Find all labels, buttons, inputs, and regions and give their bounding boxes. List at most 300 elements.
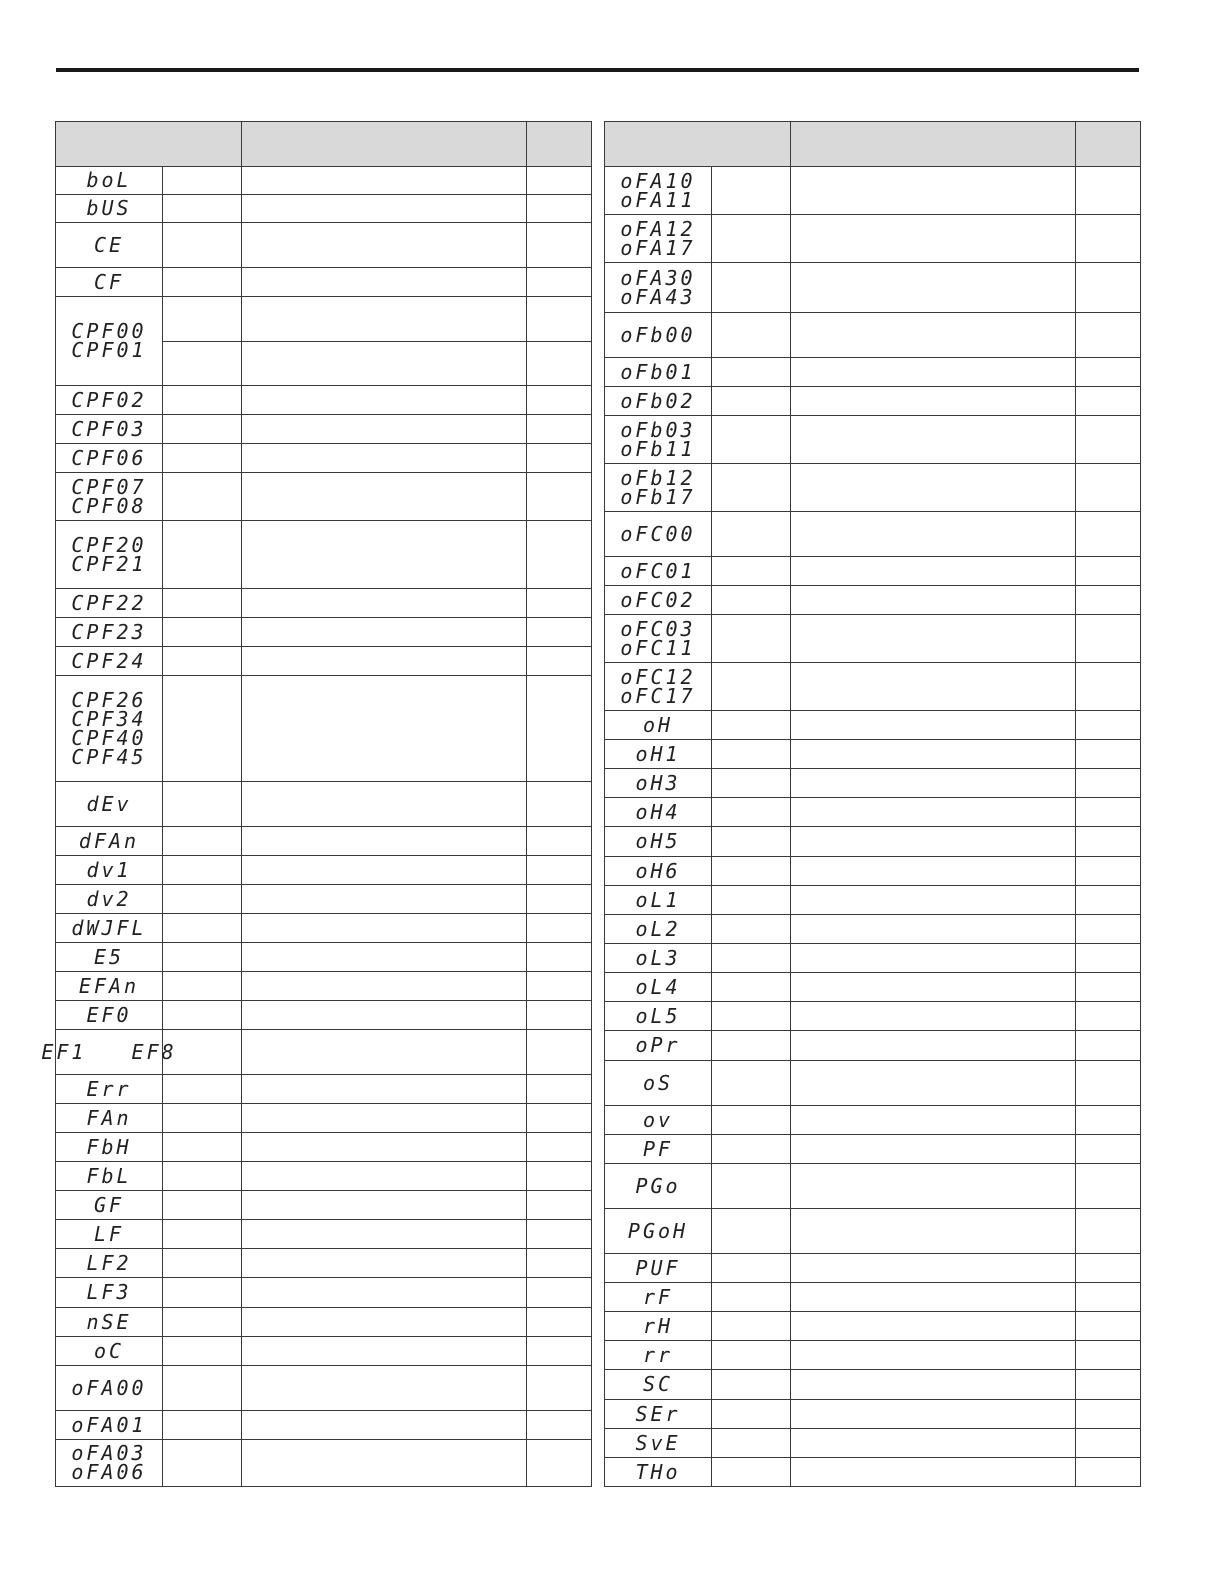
fault-code-cell	[605, 1002, 712, 1030]
fault-description-cell	[791, 1283, 1076, 1311]
fault-code-cell	[56, 1220, 163, 1248]
fault-name-cell	[712, 1254, 791, 1282]
page-cell	[1076, 1370, 1140, 1399]
table-row	[605, 1061, 1140, 1106]
fault-name-cell	[712, 1370, 791, 1399]
page-cell	[527, 1075, 591, 1103]
fault-description-cell	[242, 167, 527, 194]
fault-name-cell	[163, 1337, 242, 1365]
page-cell	[527, 914, 591, 942]
fault-code-display: oS	[642, 1070, 674, 1095]
table-row	[605, 1458, 1140, 1486]
page-cell	[527, 444, 591, 472]
fault-code-cell	[605, 1312, 712, 1340]
page-cell	[1076, 827, 1140, 856]
fault-code-display: GF	[93, 1192, 125, 1217]
fault-code-display: oPr	[635, 1033, 681, 1057]
fault-description-cell	[791, 1400, 1076, 1428]
page-cell	[527, 1366, 591, 1410]
fault-code-cell	[605, 1106, 712, 1134]
fault-description-cell	[242, 268, 527, 296]
fault-code-cell	[56, 1249, 163, 1277]
fault-name-cell	[712, 464, 791, 511]
table-row	[56, 1249, 591, 1278]
fault-code-display: oFA17	[620, 235, 696, 260]
page-cell	[527, 972, 591, 1000]
fault-code-display: CPF01	[71, 338, 147, 362]
fault-code-display: rH	[642, 1313, 674, 1338]
page-cell	[527, 1308, 591, 1336]
page-cell	[1076, 1164, 1140, 1208]
page-cell	[1076, 944, 1140, 972]
table-row	[605, 711, 1140, 740]
page-cell	[527, 1133, 591, 1161]
table-row	[605, 557, 1140, 586]
fault-code-display: CE	[93, 232, 125, 257]
fault-code-display: oFA12	[620, 216, 696, 241]
table-row	[56, 223, 591, 268]
fault-description-cell	[791, 1370, 1076, 1399]
fault-name-cell	[712, 1106, 791, 1134]
fault-code-display: oFb12	[620, 465, 696, 490]
fault-code-display: CPF07	[71, 474, 147, 499]
table-row	[605, 586, 1140, 615]
fault-description-cell	[242, 342, 527, 386]
fault-name-cell	[712, 263, 791, 312]
page-cell	[527, 647, 591, 675]
fault-description-cell	[791, 358, 1076, 386]
fault-description-cell	[791, 557, 1076, 585]
fault-name-cell	[712, 1061, 791, 1105]
fault-code-display: LF	[93, 1221, 125, 1246]
fault-code-cell	[56, 618, 163, 646]
fault-name-cell	[712, 1283, 791, 1311]
fault-code-cell	[41, 1030, 177, 1074]
fault-description-cell	[791, 857, 1076, 885]
fault-code-display: oFA03	[71, 1441, 147, 1465]
fault-description-cell	[242, 223, 527, 267]
fault-name-cell	[712, 886, 791, 914]
fault-code-cell	[605, 1400, 712, 1428]
fault-code-cell	[605, 464, 712, 511]
fault-code-display: CPF06	[71, 445, 147, 470]
table-row	[605, 416, 1140, 464]
page-cell	[527, 885, 591, 913]
table-row	[605, 886, 1140, 915]
fault-name-cell	[712, 827, 791, 856]
table-row	[605, 1106, 1140, 1135]
fault-code-display: boL	[86, 168, 132, 192]
fault-code-cell	[605, 944, 712, 972]
fault-code-cell	[605, 263, 712, 312]
fault-code-cell	[56, 782, 163, 826]
fault-name-cell	[712, 973, 791, 1001]
fault-description-cell	[791, 512, 1076, 556]
fault-description-cell	[242, 589, 527, 617]
fault-code-display: CPF23	[71, 619, 147, 644]
fault-code-cell	[56, 386, 163, 414]
fault-code-cell	[605, 615, 712, 662]
fault-description-cell	[791, 944, 1076, 972]
fault-description-cell	[791, 973, 1076, 1001]
fault-name-cell	[712, 798, 791, 826]
header-rule	[56, 68, 1139, 72]
page-cell	[1076, 615, 1140, 662]
fault-name-cell	[712, 1031, 791, 1060]
page-cell	[1076, 1106, 1140, 1134]
page-cell	[1076, 1429, 1140, 1457]
fault-code-display: oH4	[635, 799, 681, 824]
page-cell	[527, 386, 591, 414]
page-cell	[1076, 886, 1140, 914]
fault-name-cell	[712, 663, 791, 710]
fault-code-display: oFC11	[620, 635, 696, 660]
page-cell	[527, 589, 591, 617]
fault-description-cell	[791, 1254, 1076, 1282]
fault-name-cell	[712, 615, 791, 662]
fault-code-display: oH6	[635, 858, 681, 883]
page-cell	[1076, 313, 1140, 357]
fault-code-display: CPF21	[71, 551, 147, 576]
fault-code-cell	[56, 676, 163, 781]
fault-code-display: oFb02	[620, 388, 696, 413]
page-cell	[527, 856, 591, 884]
fault-code-display: oFb00	[620, 322, 696, 347]
fault-description-cell	[791, 1031, 1076, 1060]
fault-code-cell	[56, 1278, 163, 1307]
page-cell	[1076, 798, 1140, 826]
fault-code-cell	[605, 167, 712, 214]
fault-name-cell	[163, 342, 242, 386]
table-body	[41, 167, 591, 1486]
fault-code-cell	[605, 973, 712, 1001]
fault-name-cell	[712, 313, 791, 357]
fault-name-cell	[712, 416, 791, 463]
page-cell	[1076, 1341, 1140, 1369]
fault-code-cell	[56, 195, 163, 222]
fault-code-cell	[605, 1061, 712, 1105]
fault-code-display: oH5	[635, 829, 681, 853]
fault-description-cell	[791, 1106, 1076, 1134]
page-cell	[527, 1278, 591, 1307]
fault-code-display: EF1 EF8	[41, 1039, 177, 1064]
header-display-cell	[56, 122, 242, 166]
page-cell	[527, 1440, 591, 1486]
fault-name-cell	[712, 1429, 791, 1457]
fault-description-cell	[242, 827, 527, 855]
table-row	[56, 473, 591, 521]
table-row	[56, 167, 591, 195]
fault-code-cell	[605, 557, 712, 585]
table-row	[605, 1031, 1140, 1061]
fault-name-cell	[163, 1030, 242, 1074]
fault-code-cell	[605, 857, 712, 885]
fault-code-display: oH1	[635, 741, 681, 766]
table-row	[605, 663, 1140, 711]
fault-code-cell	[605, 1341, 712, 1369]
fault-name-cell	[712, 915, 791, 943]
fault-name-cell	[163, 268, 242, 296]
page-cell	[1076, 740, 1140, 768]
fault-name-cell	[163, 473, 242, 520]
fault-name-cell	[712, 1164, 791, 1208]
fault-code-cell	[56, 297, 163, 385]
page-cell	[1076, 1031, 1140, 1060]
fault-code-display: oFC12	[620, 664, 696, 689]
table-row	[56, 618, 591, 647]
fault-code-cell	[56, 1162, 163, 1190]
fault-description-cell	[791, 464, 1076, 511]
fault-description-cell	[242, 1104, 527, 1132]
fault-name-cell	[712, 1341, 791, 1369]
fault-code-cell	[605, 1164, 712, 1208]
fault-code-cell	[605, 1283, 712, 1311]
fault-description-cell	[791, 663, 1076, 710]
page-cell	[527, 342, 591, 386]
fault-code-cell	[605, 1254, 712, 1282]
page-cell	[527, 1337, 591, 1365]
fault-code-display: dv2	[86, 886, 132, 911]
fault-description-cell	[242, 676, 527, 781]
fault-code-cell	[56, 1308, 163, 1336]
fault-code-cell	[56, 1075, 163, 1103]
page-cell	[527, 415, 591, 443]
table-row	[605, 167, 1140, 215]
fault-code-cell	[56, 415, 163, 443]
fault-description-cell	[242, 856, 527, 884]
fault-description-cell	[242, 195, 527, 222]
fault-code-display: dEv	[86, 791, 132, 816]
table-row	[56, 589, 591, 618]
fault-code-display: CPF26	[71, 687, 147, 712]
fault-name-cell	[163, 1104, 242, 1132]
table-row	[605, 1002, 1140, 1031]
fault-code-cell	[605, 1135, 712, 1163]
fault-code-display: CPF40	[71, 725, 147, 750]
fault-description-cell	[791, 1429, 1076, 1457]
fault-code-cell	[56, 914, 163, 942]
fault-description-cell	[242, 1191, 527, 1219]
table-row	[56, 1308, 591, 1337]
fault-description-cell	[242, 1249, 527, 1277]
fault-code-display: PF	[642, 1136, 674, 1161]
table-row	[605, 263, 1140, 313]
fault-name-cell	[163, 1075, 242, 1103]
fault-code-display: nSE	[86, 1309, 132, 1334]
fault-name-cell	[712, 1135, 791, 1163]
fault-code-display: PGoH	[627, 1218, 689, 1243]
fault-name-cell	[163, 589, 242, 617]
page-cell	[1076, 387, 1140, 415]
fault-name-cell	[712, 1400, 791, 1428]
fault-code-cell	[605, 512, 712, 556]
fault-description-cell	[242, 618, 527, 646]
fault-code-display: oL3	[635, 945, 681, 970]
fault-code-display: bUS	[86, 196, 132, 220]
fault-description-cell	[791, 1135, 1076, 1163]
fault-name-cell	[712, 586, 791, 614]
fault-name-cell	[712, 1209, 791, 1253]
fault-name-cell	[163, 195, 242, 222]
fault-code-display: oFC00	[620, 521, 696, 546]
fault-name-cell	[712, 358, 791, 386]
header-description-cell	[242, 122, 527, 166]
table-row	[605, 358, 1140, 387]
page-cell	[1076, 711, 1140, 739]
fault-code-display: FbH	[86, 1134, 132, 1159]
table-row	[56, 386, 591, 415]
fault-code-display: oC	[93, 1338, 125, 1363]
fault-description-cell	[791, 915, 1076, 943]
table-row	[56, 1162, 591, 1191]
fault-description-cell	[242, 885, 527, 913]
fault-name-cell	[163, 1220, 242, 1248]
fault-code-display: ov	[642, 1107, 674, 1132]
fault-code-cell	[605, 915, 712, 943]
fault-description-cell	[791, 387, 1076, 415]
table-row	[605, 615, 1140, 663]
fault-description-cell	[242, 297, 527, 341]
fault-code-display: EF0	[86, 1002, 132, 1027]
fault-code-display: oFA11	[620, 187, 696, 212]
page-cell	[1076, 663, 1140, 710]
table-row	[605, 1341, 1140, 1370]
fault-code-display: SC	[642, 1372, 674, 1396]
fault-name-cell	[163, 444, 242, 472]
fault-code-cell	[605, 663, 712, 710]
page-cell	[1076, 915, 1140, 943]
table-row	[605, 1429, 1140, 1458]
fault-description-cell	[242, 1337, 527, 1365]
fault-code-display: THo	[635, 1459, 681, 1484]
fault-code-display: oL4	[635, 974, 681, 999]
page-cell	[1076, 857, 1140, 885]
fault-description-cell	[791, 886, 1076, 914]
fault-name-cell	[163, 297, 242, 341]
fault-description-cell	[791, 1002, 1076, 1030]
fault-code-cell	[56, 1337, 163, 1365]
fault-name-cell	[712, 387, 791, 415]
page-cell	[1076, 1135, 1140, 1163]
fault-code-display: rF	[642, 1284, 674, 1309]
fault-name-cell	[712, 769, 791, 797]
fault-code-display: oFA43	[620, 284, 696, 309]
page-cell	[1076, 1002, 1140, 1030]
fault-name-cell	[163, 827, 242, 855]
page-cell	[1076, 1209, 1140, 1253]
page-cell	[527, 1191, 591, 1219]
fault-code-display: oFb17	[620, 484, 696, 509]
fault-code-display: LF2	[86, 1250, 132, 1275]
fault-description-cell	[242, 914, 527, 942]
fault-code-display: CPF24	[71, 648, 147, 673]
page-cell	[1076, 464, 1140, 511]
fault-code-cell	[605, 1031, 712, 1060]
fault-code-display: E5	[93, 944, 125, 969]
table-row	[605, 1254, 1140, 1283]
table-row	[56, 914, 591, 943]
table-header	[605, 122, 1140, 167]
fault-description-cell	[242, 415, 527, 443]
fault-code-cell	[56, 1366, 163, 1410]
fault-name-cell	[163, 415, 242, 443]
page-cell	[1076, 557, 1140, 585]
fault-description-cell	[242, 1308, 527, 1336]
fault-code-display: oFA30	[620, 265, 696, 290]
fault-code-cell	[56, 589, 163, 617]
fault-name-cell	[163, 856, 242, 884]
fault-description-cell	[791, 769, 1076, 797]
page-cell	[527, 676, 591, 781]
table-row	[41, 1030, 591, 1075]
fault-code-display: oFC17	[620, 683, 696, 708]
fault-code-display: oFC01	[620, 558, 696, 583]
page-cell	[527, 268, 591, 296]
table-row	[605, 464, 1140, 512]
table-row	[56, 676, 591, 782]
fault-code-display: dFAn	[78, 828, 140, 853]
fault-code-display: oFb11	[620, 436, 696, 461]
fault-code-display: oH3	[635, 770, 681, 795]
table-row	[605, 1283, 1140, 1312]
page-cell	[527, 1162, 591, 1190]
fault-name-cell	[163, 167, 242, 194]
fault-name-cell	[163, 1308, 242, 1336]
page-cell	[1076, 586, 1140, 614]
fault-code-cell	[605, 215, 712, 262]
fault-code-cell	[605, 387, 712, 415]
page-cell	[527, 1001, 591, 1029]
table-row	[56, 1133, 591, 1162]
fault-code-cell	[605, 769, 712, 797]
page-cell	[1076, 215, 1140, 262]
table-row	[56, 1366, 591, 1411]
table-row	[56, 827, 591, 856]
fault-description-cell	[242, 521, 527, 588]
fault-description-cell	[242, 1440, 527, 1486]
table-row	[56, 1075, 591, 1104]
fault-description-cell	[791, 740, 1076, 768]
table-row	[56, 195, 591, 223]
fault-code-cell	[56, 1191, 163, 1219]
fault-code-display: Err	[86, 1076, 132, 1101]
page-cell	[1076, 1400, 1140, 1428]
fault-name-cell	[163, 1440, 242, 1486]
fault-name-cell	[163, 914, 242, 942]
page-cell	[1076, 769, 1140, 797]
table-row	[605, 215, 1140, 263]
page-cell	[527, 943, 591, 971]
fault-code-cell	[56, 1104, 163, 1132]
page-cell	[527, 1030, 591, 1074]
fault-code-cell	[56, 1001, 163, 1029]
fault-code-display: oFC03	[620, 616, 696, 641]
fault-code-display: oH	[642, 712, 674, 737]
page-cell	[527, 195, 591, 222]
table-row	[56, 782, 591, 827]
fault-name-cell	[712, 1312, 791, 1340]
fault-code-cell	[56, 268, 163, 296]
fault-name-cell	[163, 1133, 242, 1161]
table-row	[605, 1312, 1140, 1341]
fault-code-cell	[605, 798, 712, 826]
table-row	[605, 944, 1140, 973]
fault-description-cell	[791, 1164, 1076, 1208]
fault-description-cell	[242, 972, 527, 1000]
table-row	[605, 769, 1140, 798]
fault-code-cell	[56, 1133, 163, 1161]
page-cell	[1076, 167, 1140, 214]
